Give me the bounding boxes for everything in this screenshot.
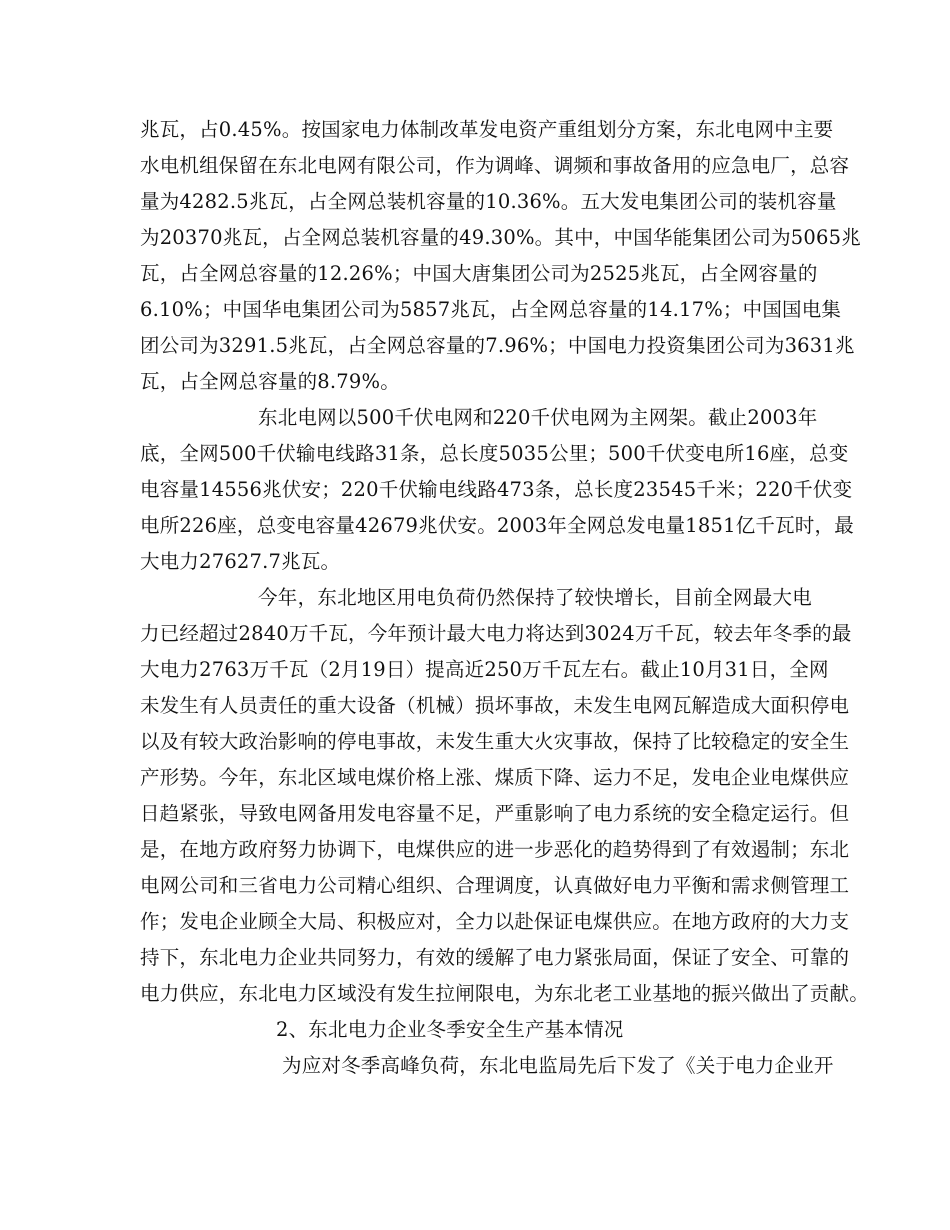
text-line: 电容量14556兆伏安；220千伏输电线路473条，总长度23545千米；220千伏变 xyxy=(140,478,853,501)
text-line: 是，在地方政府努力协调下，电煤供应的进一步恶化的趋势得到了有效遏制；东北 xyxy=(140,838,850,861)
text-line: 日趋紧张，导致电网备用发电容量不足，严重影响了电力系统的安全稳定运行。但 xyxy=(140,802,850,825)
section-heading: 2、东北电力企业冬季安全生产基本情况 xyxy=(276,1018,624,1041)
text-line: 产形势。今年，东北区域电煤价格上涨、煤质下降、运力不足，发电企业电煤供应 xyxy=(140,766,850,789)
text-line: 瓦，占全网总容量的8.79%。 xyxy=(140,370,400,393)
paragraph-start-line: 今年，东北地区用电负荷仍然保持了较快增长，目前全网最大电 xyxy=(258,586,812,609)
text-line: 为20370兆瓦，占全网总装机容量的49.30%。其中，中国华能集团公司为5065兆 xyxy=(140,226,861,249)
text-line: 电所226座，总变电容量42679兆伏安。2003年全网总发电量1851亿千瓦时，最 xyxy=(140,514,854,537)
text-line: 以及有较大政治影响的停电事故，未发生重大火灾事故，保持了比较稳定的安全生 xyxy=(140,730,850,753)
text-line: 电网公司和三省电力公司精心组织、合理调度，认真做好电力平衡和需求侧管理工 xyxy=(140,874,850,897)
text-line: 作；发电企业顾全大局、积极应对，全力以赴保证电煤供应。在地方政府的大力支 xyxy=(140,910,850,933)
text-line: 兆瓦，占0.45%。按国家电力体制改革发电资产重组划分方案，东北电网中主要 xyxy=(140,118,834,141)
text-line: 电力供应，东北电力区域没有发生拉闸限电，为东北老工业基地的振兴做出了贡献。 xyxy=(140,982,869,1005)
text-line: 瓦，占全网总容量的12.26%；中国大唐集团公司为2525兆瓦，占全网容量的 xyxy=(140,262,818,285)
text-line: 力已经超过2840万千瓦，今年预计最大电力将达到3024万千瓦，较去年冬季的最 xyxy=(140,622,852,645)
text-line: 大电力27627.7兆瓦。 xyxy=(140,550,341,573)
paragraph-start-line: 为应对冬季高峰负荷，东北电监局先后下发了《关于电力企业开 xyxy=(282,1054,834,1077)
text-line: 未发生有人员责任的重大设备（机械）损坏事故，未发生电网瓦解造成大面积停电 xyxy=(140,694,850,717)
text-line: 量为4282.5兆瓦，占全网总装机容量的10.36%。五大发电集团公司的装机容量 xyxy=(140,190,837,213)
text-line: 6.10%；中国华电集团公司为5857兆瓦，占全网总容量的14.17%；中国国电集 xyxy=(140,298,842,321)
text-line: 持下，东北电力企业共同努力，有效的缓解了电力紧张局面，保证了安全、可靠的 xyxy=(140,946,850,969)
text-line: 大电力2763万千瓦（2月19日）提高近250万千瓦左右。截止10月31日，全网 xyxy=(140,658,829,681)
text-line: 团公司为3291.5兆瓦，占全网总容量的7.96%；中国电力投资集团公司为3631兆 xyxy=(140,334,855,357)
text-line: 底，全网500千伏输电线路31条，总长度5035公里；500千伏变电所16座，总变 xyxy=(140,442,849,465)
paragraph-start-line: 东北电网以500千伏电网和220千伏电网为主网架。截止2003年 xyxy=(258,406,818,429)
text-line: 水电机组保留在东北电网有限公司，作为调峰、调频和事故备用的应急电厂，总容 xyxy=(140,154,850,177)
